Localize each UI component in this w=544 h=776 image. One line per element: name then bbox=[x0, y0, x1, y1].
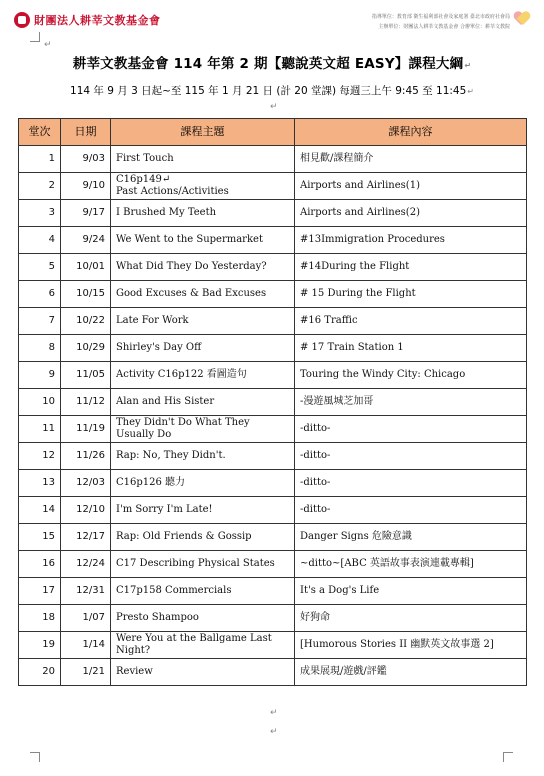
session-date: 1/14 bbox=[61, 632, 111, 659]
session-number: 13 bbox=[19, 470, 61, 497]
paragraph-mark: ↵ bbox=[44, 40, 52, 50]
paragraph-mark: ↵ bbox=[270, 727, 278, 737]
session-date: 12/24 bbox=[61, 551, 111, 578]
organizer-units: 主辦單位：財團法人耕莘文教基金會 合辦單位：耕莘文教院 bbox=[378, 24, 510, 30]
foundation-logo-icon bbox=[14, 12, 30, 28]
session-topic: Rap: No, They Didn't. bbox=[111, 443, 295, 470]
session-number: 2 bbox=[19, 173, 61, 200]
crop-mark-top-left bbox=[30, 32, 40, 42]
header-content: 課程內容 bbox=[295, 119, 527, 146]
table-row bbox=[19, 335, 527, 362]
session-topic: Alan and His Sister bbox=[111, 389, 295, 416]
paragraph-mark: ↵ bbox=[270, 708, 278, 718]
session-topic: Good Excuses & Bad Excuses bbox=[111, 281, 295, 308]
table-row bbox=[19, 578, 527, 605]
session-content: 相見歡/課程簡介 bbox=[295, 146, 527, 173]
crop-mark-bottom-left bbox=[30, 752, 40, 762]
session-date: 9/10 bbox=[61, 173, 111, 200]
session-content: -ditto- bbox=[295, 497, 527, 524]
session-date: 10/15 bbox=[61, 281, 111, 308]
session-number: 14 bbox=[19, 497, 61, 524]
session-content: 好狗命 bbox=[295, 605, 527, 632]
session-number: 19 bbox=[19, 632, 61, 659]
paragraph-mark: ↵ bbox=[464, 61, 472, 70]
session-topic: Presto Shampoo bbox=[111, 605, 295, 632]
session-content: #16 Traffic bbox=[295, 308, 527, 335]
letterhead-org bbox=[14, 12, 161, 28]
guidance-units: 指導單位：教育部 衛生福利部社會及家庭署 臺北市政府社會局 bbox=[371, 14, 510, 20]
session-date: 11/19 bbox=[61, 416, 111, 443]
session-topic: They Didn't Do What They Usually Do bbox=[111, 416, 295, 443]
session-content: 成果展現/遊戲/評鑑 bbox=[295, 659, 527, 686]
session-number: 7 bbox=[19, 308, 61, 335]
session-number: 15 bbox=[19, 524, 61, 551]
course-schedule-table bbox=[18, 118, 527, 686]
session-date: 12/17 bbox=[61, 524, 111, 551]
session-content: #14During the Flight bbox=[295, 254, 527, 281]
session-number: 9 bbox=[19, 362, 61, 389]
session-date: 12/10 bbox=[61, 497, 111, 524]
session-content: # 17 Train Station 1 bbox=[295, 335, 527, 362]
session-content: Airports and Airlines(1) bbox=[295, 173, 527, 200]
session-topic: Late For Work bbox=[111, 308, 295, 335]
sponsor-block bbox=[294, 8, 530, 32]
crop-mark-bottom-right bbox=[503, 752, 513, 762]
session-date: 10/01 bbox=[61, 254, 111, 281]
table-row bbox=[19, 227, 527, 254]
session-date: 9/17 bbox=[61, 200, 111, 227]
session-content: #13Immigration Procedures bbox=[295, 227, 527, 254]
header-topic: 課程主題 bbox=[111, 119, 295, 146]
session-date: 12/31 bbox=[61, 578, 111, 605]
session-date: 12/03 bbox=[61, 470, 111, 497]
session-number: 16 bbox=[19, 551, 61, 578]
session-date: 1/21 bbox=[61, 659, 111, 686]
table-row bbox=[19, 524, 527, 551]
table-row bbox=[19, 281, 527, 308]
table-row bbox=[19, 470, 527, 497]
session-number: 8 bbox=[19, 335, 61, 362]
session-content: It's a Dog's Life bbox=[295, 578, 527, 605]
session-topic: What Did They Do Yesterday? bbox=[111, 254, 295, 281]
paragraph-mark: ↵ bbox=[270, 102, 278, 112]
table-header-row bbox=[19, 119, 527, 146]
session-date: 11/12 bbox=[61, 389, 111, 416]
session-content: Danger Signs 危險意識 bbox=[295, 524, 527, 551]
table-row bbox=[19, 416, 527, 443]
table-row bbox=[19, 200, 527, 227]
session-content: -ditto- bbox=[295, 443, 527, 470]
session-date: 1/07 bbox=[61, 605, 111, 632]
session-content: Touring the Windy City: Chicago bbox=[295, 362, 527, 389]
table-row bbox=[19, 308, 527, 335]
session-number: 3 bbox=[19, 200, 61, 227]
table-row bbox=[19, 443, 527, 470]
table-row bbox=[19, 632, 527, 659]
session-number: 4 bbox=[19, 227, 61, 254]
session-date: 11/26 bbox=[61, 443, 111, 470]
session-topic: C16p126 聽力 bbox=[111, 470, 295, 497]
session-number: 6 bbox=[19, 281, 61, 308]
table-row bbox=[19, 605, 527, 632]
session-content: [Humorous Stories II 幽默英文故事選 2] bbox=[295, 632, 527, 659]
document-title bbox=[0, 52, 544, 72]
session-date: 11/05 bbox=[61, 362, 111, 389]
header-date: 日期 bbox=[61, 119, 111, 146]
letterhead bbox=[14, 8, 530, 32]
header-session: 堂次 bbox=[19, 119, 61, 146]
subtitle-text: 114 年 9 月 3 日起~至 115 年 1 月 21 日 (計 20 堂課) 每週三上午 9:45 至 11:45 bbox=[70, 85, 467, 97]
session-topic: Activity C16p122 看圖造句 bbox=[111, 362, 295, 389]
table-row bbox=[19, 173, 527, 200]
session-date: 10/29 bbox=[61, 335, 111, 362]
table-row bbox=[19, 254, 527, 281]
session-content: ~ditto~[ABC 英語故事表演連載專輯] bbox=[295, 551, 527, 578]
session-topic: C17 Describing Physical States bbox=[111, 551, 295, 578]
session-topic: C16p149↵ Past Actions/Activities bbox=[111, 173, 295, 200]
session-content: -ditto- bbox=[295, 416, 527, 443]
session-date: 10/22 bbox=[61, 308, 111, 335]
table-row bbox=[19, 551, 527, 578]
table-row bbox=[19, 146, 527, 173]
org-name: 財團法人耕莘文教基金會 bbox=[34, 14, 161, 27]
session-topic: C17p158 Commercials bbox=[111, 578, 295, 605]
session-number: 12 bbox=[19, 443, 61, 470]
session-content: # 15 During the Flight bbox=[295, 281, 527, 308]
session-topic: I'm Sorry I'm Late! bbox=[111, 497, 295, 524]
session-number: 10 bbox=[19, 389, 61, 416]
session-number: 1 bbox=[19, 146, 61, 173]
document-subtitle bbox=[0, 83, 544, 98]
session-content: -ditto- bbox=[295, 470, 527, 497]
paragraph-mark: ↵ bbox=[467, 87, 474, 96]
session-number: 5 bbox=[19, 254, 61, 281]
table-row bbox=[19, 362, 527, 389]
session-topic: We Went to the Supermarket bbox=[111, 227, 295, 254]
session-topic: I Brushed My Teeth bbox=[111, 200, 295, 227]
session-topic: First Touch bbox=[111, 146, 295, 173]
session-number: 18 bbox=[19, 605, 61, 632]
session-content: Airports and Airlines(2) bbox=[295, 200, 527, 227]
session-topic: Rap: Old Friends & Gossip bbox=[111, 524, 295, 551]
session-content: -漫遊風城芝加哥 bbox=[295, 389, 527, 416]
session-topic: Were You at the Ballgame Last Night? bbox=[111, 632, 295, 659]
session-topic: Shirley's Day Off bbox=[111, 335, 295, 362]
session-number: 17 bbox=[19, 578, 61, 605]
session-date: 9/03 bbox=[61, 146, 111, 173]
session-number: 20 bbox=[19, 659, 61, 686]
table-row bbox=[19, 389, 527, 416]
title-text: 耕莘文教基金會 114 年第 2 期【聽說英文超 EASY】課程大綱 bbox=[72, 56, 464, 72]
session-date: 9/24 bbox=[61, 227, 111, 254]
table-row bbox=[19, 659, 527, 686]
session-number: 11 bbox=[19, 416, 61, 443]
table-row bbox=[19, 497, 527, 524]
heart-logo-icon bbox=[514, 12, 530, 26]
session-topic: Review bbox=[111, 659, 295, 686]
